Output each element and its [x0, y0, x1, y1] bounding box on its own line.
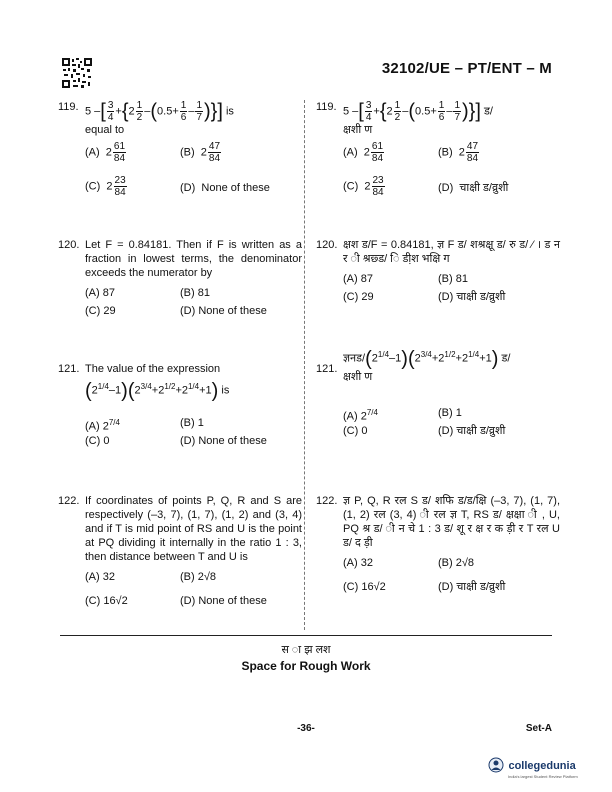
- q120-hindi-option-b: (B) 81: [438, 273, 468, 285]
- q121-option-b: (B) 1: [180, 416, 204, 429]
- q122-hindi-option-d: (D) चाक्षी ड/व्रुशी: [438, 581, 506, 593]
- question-121: 121. The value of the expression $(2^{1/4}-1)(2^{3/4}+2^{1/2}+2^{1/4}+1)$ is (A) $2^{7/4}$ (B) 1 (C) 0 (D) None of these: [58, 362, 302, 450]
- rough-work-heading: Space for Rough Work: [241, 659, 371, 673]
- q120-option-b: (B) 81: [180, 287, 210, 299]
- q122-option-a: (A) 32: [85, 571, 115, 583]
- q120-hindi-option-d: (D) चाक्षी ड/व्रुशी: [438, 291, 506, 303]
- q122-hindi-option-b: (B) 2√8: [438, 557, 474, 569]
- q120-hindi-option-a: (A) 87: [343, 273, 373, 285]
- qr-code-icon: [62, 58, 92, 88]
- q119-hindi-option-d: (D) चाक्षी ड/व्रुशी: [438, 182, 509, 194]
- q119-expression: 5 –[ $\frac{3}{4}$ +{2 $\frac{1}{2}$ –(0.5+ $\frac{1}{6}$ – $\frac{1}{7}$ )}] is: [85, 100, 234, 123]
- question-121-hindi: 121. $ज्ञनड/(2^{1/4}-1)(2^{3/4}+2^{1/2}+2^{1/4}+1)$ ड/ क्षशी ण (A) $2^{7/4}$ (B) 1 (C) 0 (D) चाक्षी ड/व्रुशी: [316, 348, 560, 440]
- question-120-hindi: 120. क्षश ड/F = 0.84181, ज्ञ F ड/ शश्रक्षू ड/ रु ड/ ⁄ । ड न र ी श्रछ्ड/ ि डी़श भक्षि ग (A) 87 (B) 81 (C) 29 (D) चाक्षी ड/व्रुशी: [316, 239, 560, 303]
- question-122-hindi: 122. ज्ञ P, Q, R रल S ड/ शफि ड/ड/क्षि (–3, 7), (1, 7), (1, 2) रल (3, 4) ी रल ज्ञ T, RS ड/ क्षक्षा ी , U, PQ श्र ड/ ी न चे 1 : 3 ड/ शू र क्ष र क ड़ी र T रल U ड/ द ड़ी (A) 32 (B) 2√8 (C) 16√2 (D) चाक्षी ड/व्रुशी: [316, 495, 560, 593]
- question-119-hindi: 119. 5 –[ $\frac{3}{4}$ +{2 $\frac{1}{2}$ –(0.5+ $\frac{1}{6}$ – $\frac{1}{7}$ )}] ड/ क्षशी ण (A) 2 $\frac{61}{84}$ (B) 2 $\frac{47}{84}$ (C) 2 $\frac{23}{84}$ (D) चाक्षी ड/व्रुशी: [316, 100, 560, 205]
- q119-hindi-option-b: (B) 2 $\frac{47}{84}$: [438, 141, 479, 164]
- rough-work-divider: [60, 635, 552, 636]
- paper-code: 32102/UE – PT/ENT – M: [381, 60, 552, 77]
- logo-mascot-icon: [488, 757, 504, 773]
- q119-option-c: (C) 2 $\frac{23}{84}$: [85, 175, 126, 198]
- set-label: Set-A: [525, 723, 552, 734]
- q122-option-c: (C) 16√2: [85, 595, 128, 607]
- q119-hindi-option-a: (A) 2 $\frac{61}{84}$: [343, 141, 384, 164]
- q120-hindi-option-c: (C) 29: [343, 291, 374, 303]
- question-122: 122. If coordinates of points P, Q, R and S are respectively (–3, 7), (1, 7), (1, 2) and (3, 4) and if T is mid point of RS and U is the point at PQ dividing it internally in the ratio 1 : 3, then distance between T and U is (A) 32 (B) 2√8 (C) 16√2 (D) None of these: [58, 495, 302, 607]
- q122-option-b: (B) 2√8: [180, 571, 216, 583]
- q121-hindi-option-d: (D) चाक्षी ड/व्रुशी: [438, 424, 506, 437]
- q122-option-d: (D) None of these: [180, 595, 267, 607]
- q119-option-d: (D) None of these: [180, 182, 270, 194]
- rough-work-heading-hindi: स ा झ लश: [281, 644, 331, 656]
- question-119: 119. 5 –[ $\frac{3}{4}$ +{2 $\frac{1}{2}$ –(0.5+ $\frac{1}{6}$ – $\frac{1}{7}$ )}] is equal to (A) 2 $\frac{61}{84}$ (B) 2 $\frac{47}{84}$ (C) 2 $\frac{23}{84}$ (D) None of these: [58, 100, 302, 205]
- q119-option-a: (A) 2 $\frac{61}{84}$: [85, 141, 126, 164]
- collegedunia-logo: collegedunia India's largest Student Review Platform: [488, 756, 578, 779]
- question-120: 120. Let F = 0.84181. Then if F is written as a fraction in lowest terms, the denominator exceeds the numerator by (A) 87 (B) 81 (C) 29 (D) None of these: [58, 239, 302, 317]
- q120-option-c: (C) 29: [85, 305, 116, 317]
- q121-hindi-option-b: (B) 1: [438, 406, 462, 419]
- q121-hindi-option-c: (C) 0: [343, 424, 368, 437]
- q121-expression: $(2^{1/4}-1)(2^{3/4}+2^{1/2}+2^{1/4}+1)$ is: [85, 379, 230, 402]
- q120-option-a: (A) 87: [85, 287, 115, 299]
- q121-option-c: (C) 0: [85, 434, 110, 447]
- q120-option-d: (D) None of these: [180, 305, 267, 317]
- q121-hindi-option-a: (A) $2^{7/4}$: [343, 407, 378, 423]
- q119-hindi-expression: 5 –[ $\frac{3}{4}$ +{2 $\frac{1}{2}$ –(0.5+ $\frac{1}{6}$ – $\frac{1}{7}$ )}] ड/: [343, 100, 493, 123]
- q121-hindi-expression: $ज्ञनड/(2^{1/4}-1)(2^{3/4}+2^{1/2}+2^{1/4}+1)$ ड/: [343, 347, 511, 370]
- q119-option-b: (B) 2 $\frac{47}{84}$: [180, 141, 221, 164]
- column-divider: [304, 100, 305, 630]
- page-number: -36-: [297, 723, 315, 734]
- q121-option-a: (A) $2^{7/4}$: [85, 417, 120, 433]
- q119-hindi-option-c: (C) 2 $\frac{23}{84}$: [343, 175, 384, 198]
- q122-hindi-option-c: (C) 16√2: [343, 581, 386, 593]
- q122-hindi-option-a: (A) 32: [343, 557, 373, 569]
- q121-option-d: (D) None of these: [180, 434, 267, 447]
